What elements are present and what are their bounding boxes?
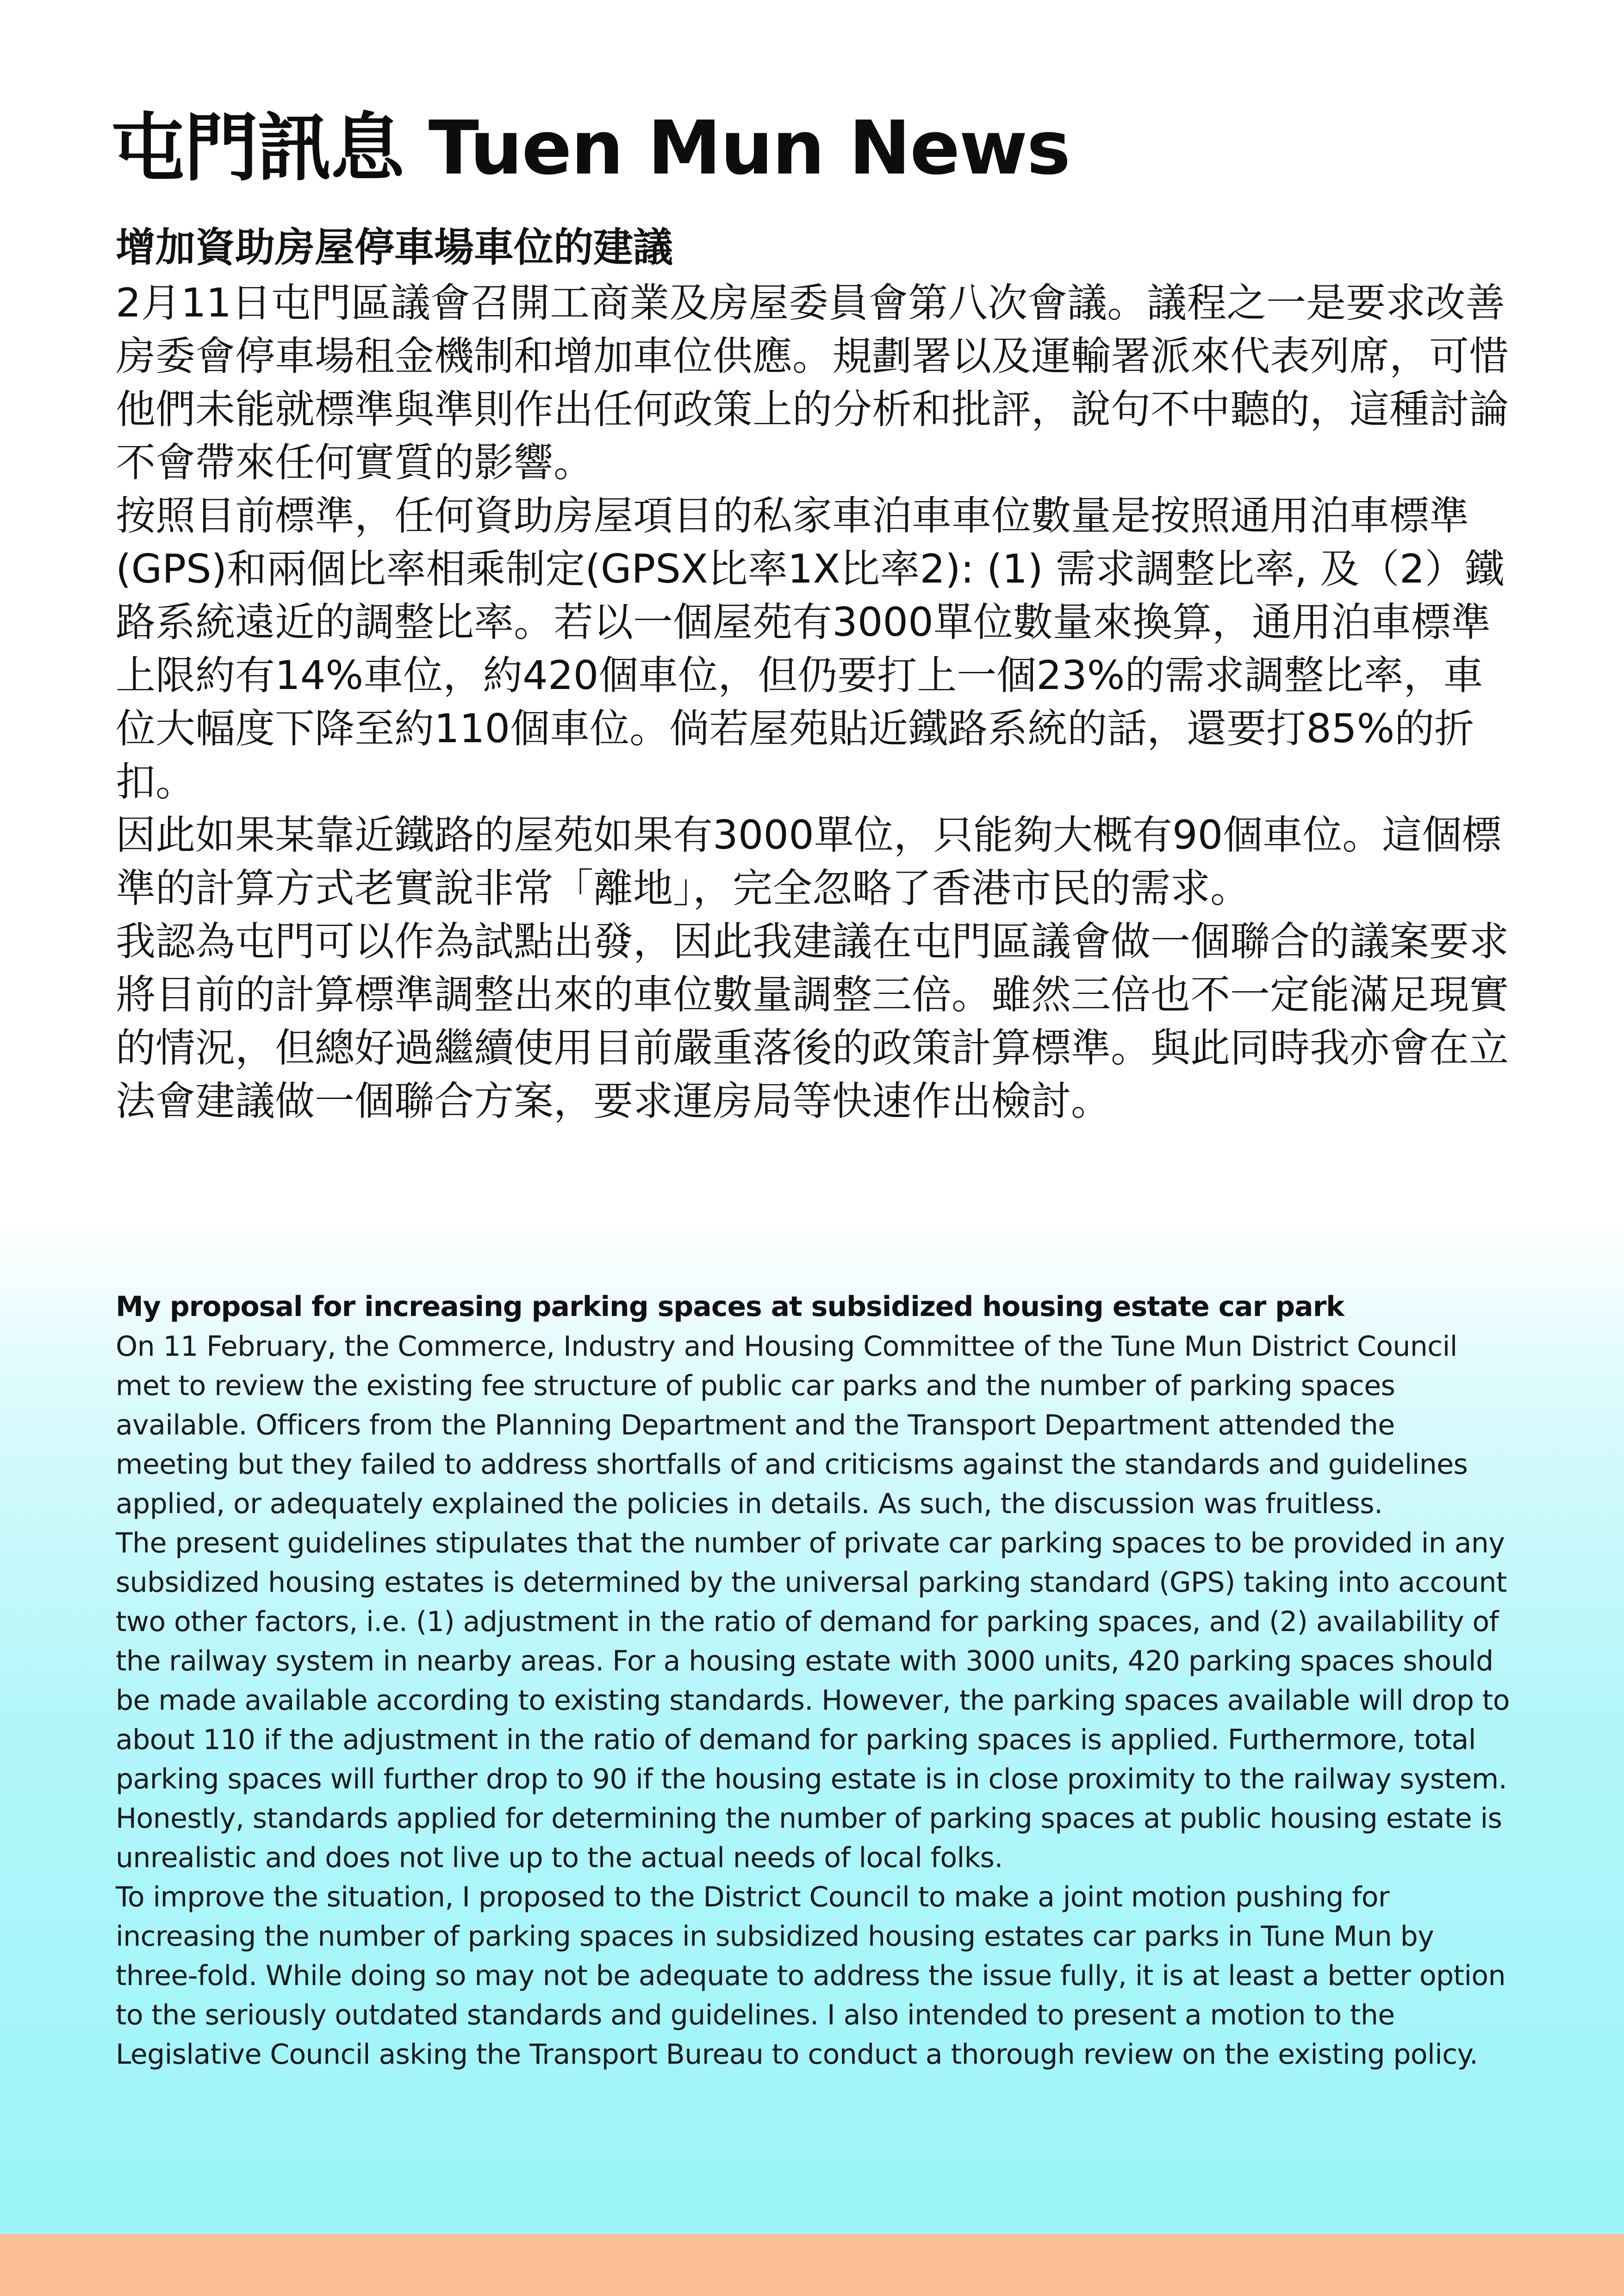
chinese-article xyxy=(116,222,1513,1128)
chinese-paragraph-1: 2月11日屯門區議會召開工商業及房屋委員會第八次會議。議程之一是要求改善房委會停車場租金機制和增加車位供應。規劃署以及運輸署派來代表列席，可惜他們未能就標準與準則作出任何政策上的分析和批評，說句不中聽的，這種討論不會帶來任何實質的影響。 xyxy=(116,280,1509,486)
chinese-paragraph-3: 因此如果某靠近鐵路的屋苑如果有3000單位，只能夠大概有90個車位。這個標準的計算方式老實說非常「離地」，完全忽略了香港市民的需求。 xyxy=(116,812,1502,912)
chinese-paragraph-2: 按照目前標準，任何資助房屋項目的私家車泊車車位數量是按照通用泊車標準(GPS)和兩個比率相乘制定(GPSX比率1X比率2): (1) 需求調整比率, 及（2）鐵路系統遠近的調整比率。若以一個屋苑有3000單位數量來換算，通用泊車標準上限約有14%車位，約420個車位，但仍要打上一個23%的需求調整比率，車位大幅度下降至約110個車位。倘若屋苑貼近鐵路系統的話，還要打85%的折扣。 xyxy=(116,493,1505,805)
masthead-title: 屯門訊息 Tuen Mun News xyxy=(111,105,1070,191)
english-paragraph-1: On 11 February, the Commerce, Industry and Housing Committee of the Tune Mun District Council met to review the existing fee structure of public car parks and the number of parking spaces available. Officers from the Planning Department and the Transport Department attended the meeting but they failed to address shortfalls of and criticisms against the standards and guidelines applied, or adequately explained the policies in details. As such, the discussion was fruitless. xyxy=(116,1330,1468,1520)
chinese-paragraph-4: 我認為屯門可以作為試點出發，因此我建議在屯門區議會做一個聯合的議案要求將目前的計算標準調整出來的車位數量調整三倍。雖然三倍也不一定能滿足現實的情況，但總好過繼續使用目前嚴重落後的政策計算標準。與此同時我亦會在立法會建議做一個聯合方案，要求運房局等快速作出檢討。 xyxy=(116,918,1509,1124)
english-article-heading: My proposal for increasing parking spaces at subsidized housing estate car park xyxy=(116,1291,1344,1323)
footer-color-band xyxy=(0,2234,1624,2296)
english-paragraph-2: The present guidelines stipulates that the number of private car parking spaces to be provided in any subsidized housing estates is determined by the universal parking standard (GPS) taking into account two other factors, i.e. (1) adjustment in the ratio of demand for parking spaces, and (2) availability of the railway system in nearby areas. For a housing estate with 3000 units, 420 parking spaces should be made available according to existing standards. However, the parking spaces available will drop to about 110 if the adjustment in the ratio of demand for parking spaces is applied. Furthermore, total parking spaces will further drop to 90 if the housing estate is in close proximity to the railway system. Honestly, standards applied for determining the number of parking spaces at public housing estate is unrealistic and does not live up to the actual needs of local folks. xyxy=(116,1527,1510,1874)
chinese-article-heading: 增加資助房屋停車場車位的建議 xyxy=(116,224,673,271)
english-paragraph-3: To improve the situation, I proposed to the District Council to make a joint motion pushing for increasing the number of parking spaces in subsidized housing estates car parks in Tune Mun by three-fold. While doing so may not be adequate to address the issue fully, it is at least a better option to the seriously outdated standards and guidelines. I also intended to present a motion to the Legislative Council asking the Transport Bureau to conduct a thorough review on the existing policy. xyxy=(116,1881,1506,2071)
english-article xyxy=(116,1286,1513,2074)
